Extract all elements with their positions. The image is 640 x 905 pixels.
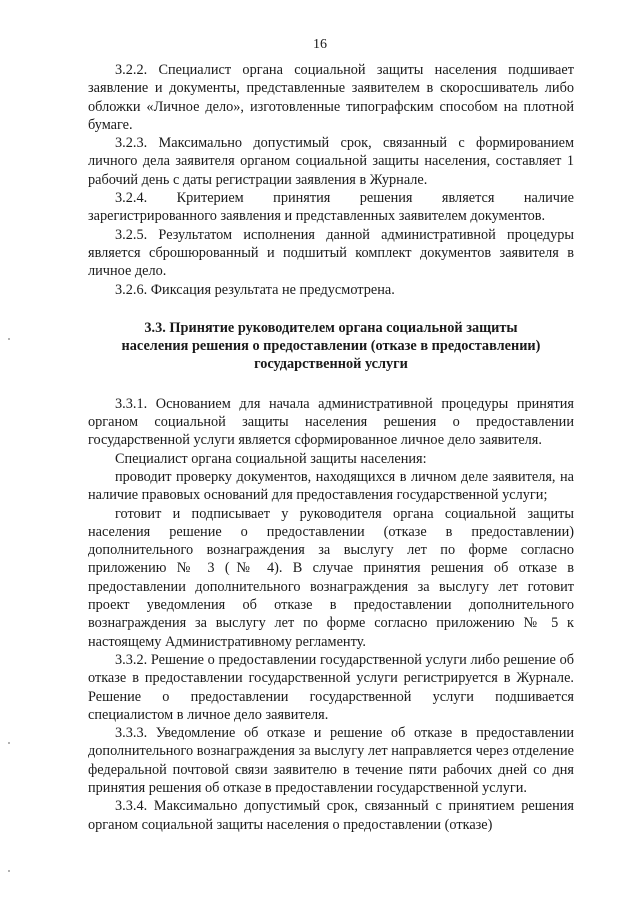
- paragraph-specialist: Специалист органа социальной защиты населения:: [115, 450, 427, 467]
- paragraph-3-3-1: 3.3.1. Основанием для начала административной процедуры принятия органом социальной защиты населения решения о предоставлении государственной услуги является сформированное личное дело заявителя.: [88, 395, 574, 449]
- paragraph-prepares-decision: готовит и подписывает у руководителя органа социальной защиты населения решение о предоставлении (отказе в предоставлении) дополнительного вознаграждения за выслугу лет по форме согласно приложению № 3 (№ 4). В случае принятия решения об отказе в предоставлении дополнительного вознаграждения за выслугу лет готовит проект уведомления об отказе в предоставлении дополнительного вознаграждения за выслугу лет по форме согласно приложению № 5 к настоящему Административному регламенту.: [88, 505, 574, 650]
- scan-artifact: [8, 870, 10, 872]
- paragraph-3-3-4: 3.3.4. Максимально допустимый срок, связанный с принятием решения органом социальной защиты населения о предоставлении (отказе): [88, 798, 574, 833]
- scan-artifact: [8, 338, 10, 340]
- scan-artifact: [8, 742, 10, 744]
- paragraph-3-2-4: 3.2.4. Критерием принятия решения является наличие зарегистрированного заявления и представленных заявителем документов.: [88, 190, 574, 225]
- heading-line: 3.3. Принятие руководителем органа социальной защиты: [144, 319, 518, 336]
- paragraph-3-3-3: 3.3.3. Уведомление об отказе и решение об отказе в предоставлении дополнительного вознаграждения за выслугу лет направляется через отделение федеральной почтовой связи заявителю в течение пяти рабочих дней со дня принятия решения об отказе в предоставлении государственной услуги.: [88, 725, 574, 796]
- heading-line: государственной услуги: [254, 356, 408, 373]
- paragraph-3-2-3: 3.2.3. Максимально допустимый срок, связанный с формированием личного дела заявителя органом социальной защиты населения, составляет 1 рабочий день с даты регистрации заявления в Журнале.: [88, 135, 574, 188]
- paragraph-checks-documents: проводит проверку документов, находящихся в личном деле заявителя, на наличие правовых оснований для предоставления государственной услуги;: [88, 468, 574, 504]
- document-body: [88, 61, 574, 834]
- paragraph-3-2-5: 3.2.5. Результатом исполнения данной административной процедуры является сброшюрованный и подшитый комплект документов заявителя в личное дело.: [88, 226, 574, 280]
- page-number: 16: [313, 37, 327, 52]
- paragraph-3-2-6: 3.2.6. Фиксация результата не предусмотрена.: [115, 281, 395, 298]
- paragraph-3-3-2: 3.3.2. Решение о предоставлении государственной услуги либо решение об отказе в предоставлении государственной услуги регистрируется в Журнале. Решение о предоставлении государственной услуги подшивается специалистом в личное дело заявителя.: [88, 651, 574, 723]
- heading-line: населения решения о предоставлении (отказе в предоставлении): [121, 338, 541, 355]
- section-heading-3-3: [88, 319, 574, 374]
- paragraph-3-2-2: 3.2.2. Специалист органа социальной защиты населения подшивает заявление и документы, представленные заявителем в скоросшиватель либо обложки «Личное дело», изготовленные типографским способом на плотной бумаге.: [88, 62, 574, 133]
